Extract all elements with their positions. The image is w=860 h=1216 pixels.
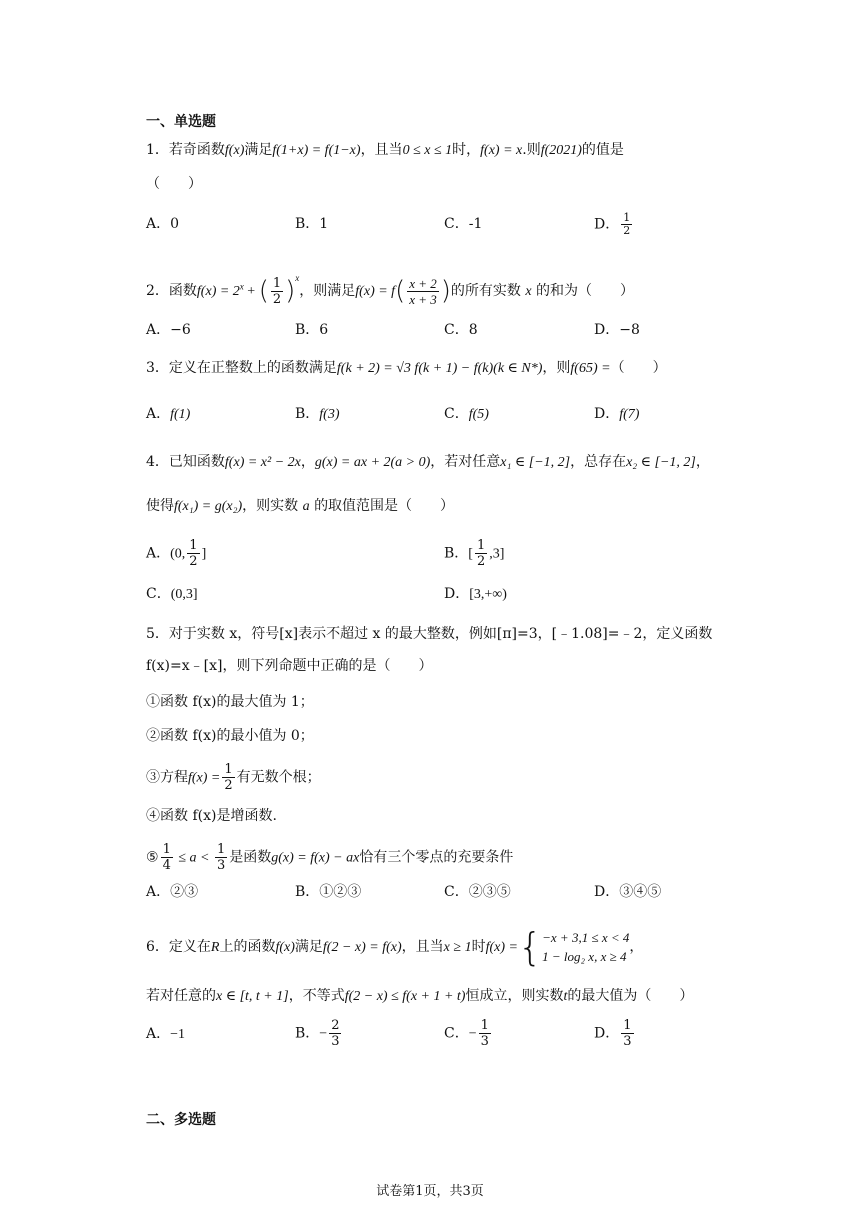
option-math: (0,: [170, 546, 186, 562]
q2-math: f(x) = 2: [196, 284, 240, 299]
q3-text: 定义在正整数上的函数满足: [168, 360, 337, 376]
q2-option-c: C．8: [444, 322, 478, 338]
q1-text: ，且当: [360, 142, 403, 158]
q2-math: x: [525, 284, 532, 299]
q1-math: f(1+x) = f(1−x): [272, 143, 361, 158]
fraction: [161, 842, 173, 873]
fraction: [407, 276, 439, 307]
numerator: 1: [480, 1018, 489, 1033]
q6-text: 的最大值为（ ）: [567, 988, 694, 1004]
q2-text: ，则满足: [299, 283, 356, 299]
q4-text: ，: [300, 454, 315, 470]
option-math: f(5): [468, 407, 489, 422]
question-number: 5．: [146, 626, 169, 642]
q4-math: x₂ ∈ [−1, 2]: [626, 455, 696, 470]
option-math: [3,+∞): [469, 587, 507, 602]
paren-right: ): [285, 276, 296, 306]
question-5-line-2: f(x)=x﹣[x]，则下列命题中正确的是（ ）: [146, 658, 433, 674]
q4-option-c: [146, 584, 198, 605]
denominator: 2: [272, 291, 282, 307]
q1-text: 的值是: [581, 142, 624, 158]
numerator: 1: [623, 1018, 632, 1033]
paren-left: (: [258, 276, 269, 306]
q6-text: 恒成立，则实数: [465, 988, 564, 1004]
q5-text: 恰有三个零点的充要条件: [359, 849, 514, 866]
q6-option-a: [146, 1024, 185, 1045]
question-number: 3．: [146, 360, 169, 376]
q1-math: f(x): [224, 143, 245, 158]
q4-text: ，若对任意: [430, 454, 501, 470]
q1-text: 若奇函数: [168, 142, 225, 158]
q1-math: 0 ≤ x ≤ 1: [402, 143, 453, 158]
option-label: B．: [295, 1025, 320, 1042]
q6-text: 若对任意的: [146, 988, 216, 1004]
q6-text: 上的函数: [219, 939, 276, 955]
q3-math: f(65) =: [570, 361, 611, 376]
q6-option-d: [594, 1018, 636, 1049]
q3-option-d: [594, 404, 639, 425]
q6-text: ，不等式: [288, 988, 345, 1004]
denominator: 4: [162, 858, 171, 873]
option-label: C．: [146, 586, 171, 602]
q6-math: x ∈ [t, t + 1]: [216, 989, 289, 1004]
q6-math: f(2 − x) = f(x): [322, 940, 402, 955]
piecewise-row: 1 − log₂ x, x ≥ 4: [542, 949, 627, 964]
fraction: [621, 1018, 633, 1049]
q5-text: ③方程: [146, 769, 188, 786]
piecewise-rows: [542, 928, 629, 966]
q5-option-a: A．②③: [146, 884, 199, 900]
q3-option-c: [444, 404, 489, 425]
q1-option-a: A．0: [146, 216, 180, 232]
numerator: 2: [331, 1018, 340, 1033]
denominator: 2: [224, 778, 233, 793]
section-heading-single-choice: 一、单选题: [146, 114, 216, 130]
exponent: x: [239, 281, 244, 292]
q5-statement-4: ④函数 f(x)是增函数.: [146, 808, 277, 824]
question-number: 6．: [146, 939, 169, 955]
piecewise-function: [517, 925, 630, 969]
numerator: 1: [162, 842, 171, 857]
numerator: 1: [216, 842, 226, 857]
q5-math: g(x) = f(x) − ax: [271, 850, 360, 866]
question-4-line-1: [146, 452, 710, 473]
minus-sign: −: [319, 1026, 328, 1042]
option-math: ]: [201, 546, 207, 562]
option-math: f(7): [619, 407, 640, 422]
q1-text: 满足: [244, 142, 273, 158]
q4-text: 的取值范围是（ ）: [314, 498, 455, 514]
q6-math: x ≥ 1: [443, 940, 472, 955]
option-label: C．: [444, 1025, 469, 1042]
q4-option-a: [146, 538, 206, 569]
denominator: 2: [476, 554, 486, 569]
q1-math: f(x) = x: [480, 143, 523, 158]
q2-text: 的所有实数: [450, 283, 521, 299]
option-math: f(3): [319, 407, 340, 422]
denominator: 2: [189, 554, 198, 569]
question-6-line-2: [146, 986, 693, 1007]
question-number: 2．: [146, 283, 169, 299]
question-5-line-1: [146, 624, 712, 644]
q5-text: 对于实数 x，符号[x]表示不超过 x 的最大整数，例如[π]=3，[﹣1.08]=﹣2，定义函数: [168, 626, 713, 642]
option-math: (0,3]: [170, 587, 198, 602]
denominator: 2: [623, 224, 631, 237]
q2-text: 函数: [168, 283, 197, 299]
q6-option-c: [444, 1018, 493, 1049]
denominator: 3: [216, 858, 226, 873]
denominator: 3: [623, 1034, 632, 1049]
option-label: A．: [146, 406, 171, 422]
q5-statement-5: [146, 842, 513, 873]
page-footer: 试卷第1页，共3页: [376, 1184, 484, 1199]
q5-math: f(x) =: [188, 770, 221, 786]
q5-text: ⑤: [146, 849, 159, 866]
question-number: 1．: [146, 142, 169, 158]
q6-math: f(x): [275, 940, 295, 955]
answer-paren: （ ）: [146, 176, 202, 192]
q4-option-b: [444, 538, 504, 569]
q4-text: ，则实数: [242, 498, 299, 514]
q6-text: 定义在: [168, 939, 211, 955]
option-label: B．: [444, 545, 469, 562]
fraction: [329, 1018, 341, 1049]
numerator: 1: [224, 762, 233, 777]
fraction: [271, 276, 283, 307]
q5-text: 是函数: [229, 849, 272, 866]
q5-math: ≤ a <: [174, 850, 213, 866]
question-4-line-2: [146, 496, 454, 517]
q4-text: ，: [695, 454, 710, 470]
q6-math: f(2 − x) ≤ f(x + 1 + t): [344, 989, 466, 1004]
q4-text: 已知函数: [168, 454, 225, 470]
q6-option-b: [295, 1018, 343, 1049]
option-label: D．: [444, 586, 470, 602]
denominator: 3: [480, 1034, 489, 1049]
q3-text: （ ）: [610, 360, 667, 376]
numerator: 1: [623, 211, 631, 224]
q6-math: R: [210, 940, 220, 955]
fraction: [222, 762, 234, 793]
q6-text: 时: [471, 939, 486, 955]
question-3-line-1: [146, 358, 667, 379]
q5-statement-1: ①函数 f(x)的最大值为 1；: [146, 694, 314, 710]
question-2-line-1: [146, 268, 634, 307]
option-label: C．: [444, 406, 469, 422]
option-math: [: [468, 546, 473, 562]
q3-option-b: [295, 404, 340, 425]
q4-math: f(x₁) = g(x₂): [174, 499, 243, 514]
q5-statement-3: [146, 762, 321, 793]
option-math: f(1): [170, 407, 191, 422]
q1-math: f(2021): [540, 143, 582, 158]
q6-text: 满足: [294, 939, 323, 955]
fraction: [479, 1018, 491, 1049]
minus-sign: −: [468, 1026, 477, 1042]
q2-option-d: D．−8: [594, 322, 640, 338]
q1-text: .则: [522, 142, 541, 158]
numerator: 1: [272, 275, 282, 291]
q4-text: ，总存在: [570, 454, 627, 470]
numerator: 1: [476, 538, 486, 553]
option-label: A．: [146, 545, 171, 562]
plus-sign: +: [243, 284, 259, 299]
fraction: [215, 842, 227, 873]
q6-math: t: [563, 989, 568, 1004]
numerator: 1: [189, 538, 198, 553]
q3-text: ，则: [542, 360, 571, 376]
q3-math: f(k + 2) = √3 f(k + 1) − f(k)(k ∈ N*): [336, 361, 543, 376]
question-number: 4．: [146, 454, 169, 470]
fraction: [187, 538, 199, 569]
q2-math: f(x) = f: [355, 284, 396, 299]
left-brace: {: [517, 925, 543, 969]
q5-statement-2: ②函数 f(x)的最小值为 0；: [146, 728, 314, 744]
q1-option-c: C．-1: [444, 216, 483, 232]
option-label: D．: [594, 1025, 620, 1042]
question-1-line-1: [146, 140, 624, 161]
q1-option-d: [594, 212, 634, 237]
option-math: ,3]: [489, 546, 505, 562]
q5-option-c: C．②③⑤: [444, 884, 511, 900]
fraction: [621, 212, 632, 237]
option-label: A．: [146, 1026, 171, 1042]
option-label: B．: [295, 406, 320, 422]
q6-text: ，: [629, 939, 644, 955]
q5-text: 有无数个根；: [236, 769, 321, 786]
option-math: −1: [170, 1027, 186, 1042]
question-6-line-1: [146, 925, 644, 969]
paren-left: (: [395, 276, 406, 306]
q4-math: x₁ ∈ [−1, 2]: [500, 455, 571, 470]
paren-right: ): [440, 276, 451, 306]
option-label: D．: [594, 216, 620, 233]
q4-option-d: [444, 584, 507, 605]
q4-text: 使得: [146, 498, 174, 514]
q4-math: f(x) = x² − 2x: [224, 455, 301, 470]
q6-math: f(x) =: [485, 940, 518, 955]
denominator: x + 3: [409, 291, 437, 307]
q5-option-d: D．③④⑤: [594, 884, 662, 900]
q2-option-b: B．6: [295, 322, 329, 338]
q2-option-a: A．−6: [146, 322, 191, 338]
q3-option-a: [146, 404, 190, 425]
q4-math: a: [302, 499, 310, 514]
piecewise-row: −x + 3,1 ≤ x < 4: [542, 930, 630, 945]
q6-text: ，且当: [401, 939, 444, 955]
denominator: 3: [331, 1034, 340, 1049]
q5-option-b: B．①②③: [295, 884, 362, 900]
fraction: [475, 538, 487, 569]
exponent: x: [295, 273, 300, 283]
numerator: x + 2: [409, 275, 437, 291]
q4-math: g(x) = ax + 2(a > 0): [314, 455, 431, 470]
section-heading-multiple-choice: 二、多选题: [146, 1112, 216, 1128]
option-label: D．: [594, 406, 620, 422]
q2-text: 的和为（ ）: [536, 283, 635, 299]
q1-text: 时，: [452, 142, 481, 158]
question-1-line-2: [146, 174, 202, 194]
q1-option-b: B．1: [295, 216, 329, 232]
